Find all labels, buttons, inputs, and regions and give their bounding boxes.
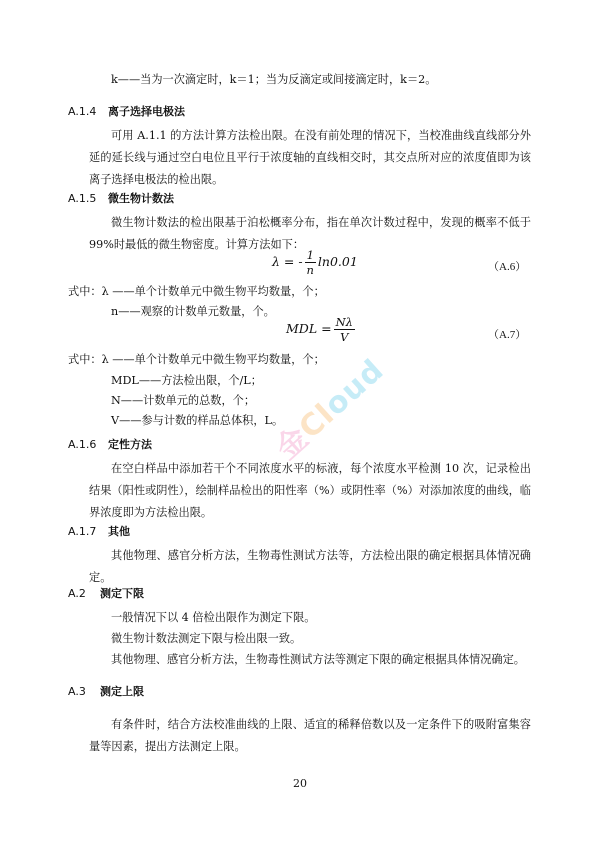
eq-rhs: ln0.01 — [317, 254, 358, 269]
equation-number: （A.6） — [488, 261, 527, 273]
where-item: λ ——单个计数单元中微生物平均数量，个； — [101, 285, 325, 298]
k-definition: k——当为一次滴定时，k＝1；当为反滴定或间接滴定时，k＝2。 — [111, 73, 437, 86]
where-item: V——参与计数的样品总体积，L。 — [111, 414, 284, 427]
page-number: 20 — [293, 777, 307, 790]
equation-a6 — [272, 248, 358, 277]
where-block-2 — [68, 352, 325, 368]
where-label: 式中： — [68, 353, 102, 366]
section-number: A.3 — [68, 685, 86, 698]
section-number: A.1.4 — [68, 105, 97, 118]
section-a3-text: 有条件时，结合方法校准曲线的上限、适宜的稀释倍数以及一定条件下的吸附富集容量等因素，提出方法测定上限。 — [89, 718, 531, 753]
watermark-part: Cl — [292, 396, 342, 446]
section-number: A.1.6 — [68, 438, 97, 451]
section-title: 微生物计数法 — [108, 192, 174, 205]
equation-a7 — [286, 315, 357, 344]
eq-fraction — [305, 248, 316, 277]
eq-denominator: n — [306, 263, 314, 277]
section-a116-heading — [68, 437, 152, 453]
section-title: 其他 — [108, 525, 130, 538]
section-number: A.2 — [68, 587, 86, 600]
section-a115-heading — [68, 191, 174, 207]
watermark-part: 金 — [269, 419, 317, 467]
eq-lhs: MDL = — [286, 321, 332, 336]
eq-fraction — [334, 315, 355, 344]
a2-line-1: 一般情况下以 4 倍检出限作为测定下限。 — [111, 611, 316, 624]
where-block-1 — [68, 284, 325, 300]
eq-denominator: V — [340, 330, 349, 344]
section-a116-text: 在空白样品中添加若干个不同浓度水平的标液，每个浓度水平检测 10 次，记录检出结果（阳性或阴性），绘制样品检出的阳性率（%）或阴性率（%）对添加浓度的曲线，临界浓度即为方法检出限。 — [89, 462, 531, 519]
eq-numerator: 1 — [306, 248, 314, 262]
section-a117-heading — [68, 524, 130, 540]
eq-numerator: Nλ — [335, 315, 353, 329]
section-title: 测定下限 — [100, 587, 144, 600]
section-number: A.1.7 — [68, 525, 97, 538]
section-a2-heading — [68, 586, 144, 602]
section-number: A.1.5 — [68, 192, 97, 205]
a2-line-2: 微生物计数法测定下限与检出限一致。 — [111, 632, 302, 645]
where-label: 式中： — [68, 285, 102, 298]
section-a3-heading — [68, 684, 144, 700]
a2-line-3: 其他物理、感官分析方法，生物毒性测试方法等测定下限的确定根据具体情况确定。 — [111, 653, 525, 666]
watermark-part: oud — [318, 352, 391, 423]
where-item: MDL——方法检出限，个/L； — [111, 374, 262, 387]
where-item: n——观察的计数单元数量，个。 — [111, 305, 275, 318]
section-a117-text: 其他物理、感官分析方法，生物毒性测试方法等，方法检出限的确定根据具体情况确定。 — [89, 549, 531, 584]
section-title: 离子选择电极法 — [108, 105, 185, 118]
section-a114-text: 可用 A.1.1 的方法计算方法检出限。在没有前处理的情况下，当校准曲线直线部分外延的延长线与通过空白电位且平行于浓度轴的直线相交时，其交点所对应的浓度值即为该离子选择电极法的检出限。 — [89, 129, 531, 186]
where-item: N——计数单元的总数，个； — [111, 394, 256, 407]
section-title: 定性方法 — [108, 438, 152, 451]
section-a115-text: 微生物计数法的检出限基于泊松概率分布，指在单次计数过程中，发现的概率不低于99%时最低的微生物密度。计算方法如下： — [89, 216, 531, 251]
where-item: λ ——单个计数单元中微生物平均数量，个； — [101, 353, 325, 366]
section-a114-heading — [68, 104, 185, 120]
equation-number: （A.7） — [488, 329, 527, 341]
eq-lhs: λ = - — [272, 254, 303, 269]
section-title: 测定上限 — [100, 685, 144, 698]
